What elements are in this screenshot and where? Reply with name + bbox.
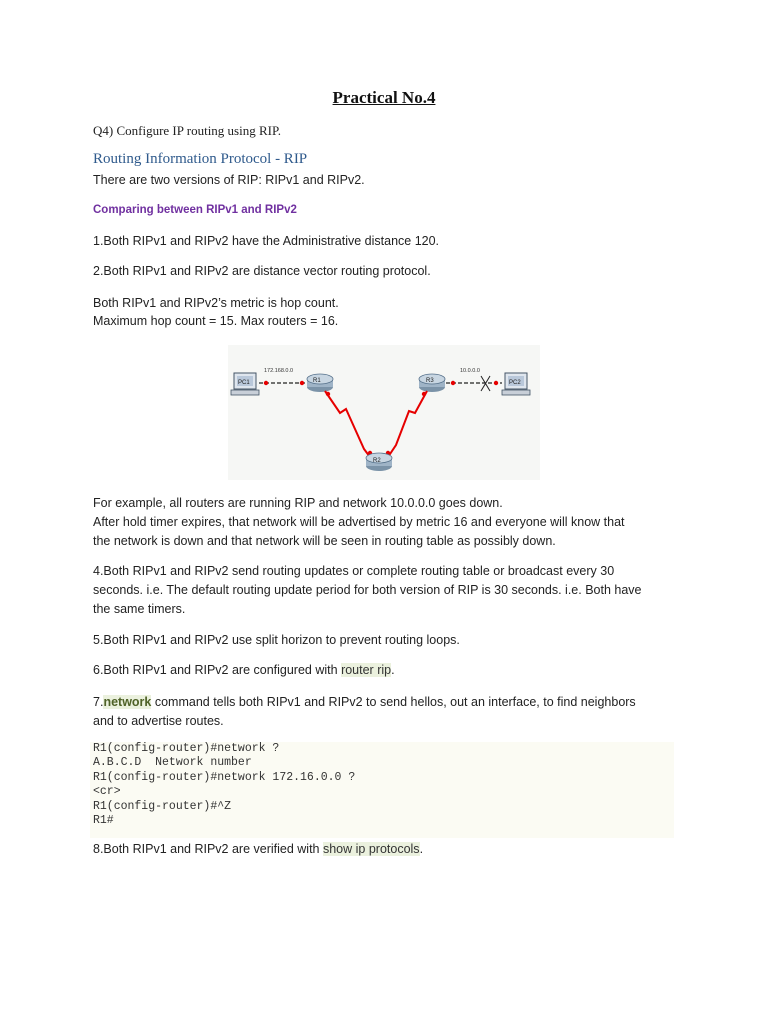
example-line-1: For example, all routers are running RIP and network 10.0.0.0 goes down. [93,496,503,510]
link-endpoint [422,392,426,396]
point-8 [93,840,683,859]
code-line: R1# [93,813,114,827]
page-title: Practical No.4 [332,88,436,107]
command-network: network [103,695,152,709]
metric-line-1: Both RIPv1 and RIPv2’s metric is hop count. [93,296,339,310]
network-label-left: 172.168.0.0 [264,368,294,374]
network-diagram [228,345,540,480]
point-4-line-1: 4.Both RIPv1 and RIPv2 send routing updates or complete routing table or broadcast every 30 [93,564,615,578]
code-block [90,742,674,838]
point-5: 5.Both RIPv1 and RIPv2 use split horizon to prevent routing loops. [93,633,460,647]
point-7-line-1 [93,693,683,712]
point-8-prefix: 8.Both RIPv1 and RIPv2 are verified with [93,842,323,856]
code-line: R1(config-router)#network ? [93,742,280,755]
router-r3-label: R3 [426,378,434,384]
link-endpoint [494,381,498,385]
metric-line-2: Maximum hop count = 15. Max routers = 16. [93,314,339,328]
intro-text: There are two versions of RIP: RIPv1 and RIPv2. [93,173,365,187]
compare-heading: Comparing between RIPv1 and RIPv2 [93,204,297,216]
pc2-label: PC2 [509,380,521,386]
code-line: <cr> [93,785,121,799]
router-r1-label: R1 [313,378,321,384]
point-7-rest: command tells both RIPv1 and RIPv2 to send hellos, out an interface, to find neighbors [151,695,636,709]
link-endpoint [300,381,304,385]
point-6-prefix: 6.Both RIPv1 and RIPv2 are configured with [93,663,342,677]
pc1-label: PC1 [238,380,250,386]
serial-link-r1-r2 [325,391,370,457]
example-line-2: After hold timer expires, that network will be advertised by metric 16 and everyone will know that [93,515,625,529]
link-endpoint [326,392,330,396]
command-router-rip: router rip [341,663,392,677]
code-line: R1(config-router)#network 172.16.0.0 ? [93,770,356,784]
point-4-line-3: the same timers. [93,602,186,616]
command-show-ip-protocols: show ip protocols [322,842,420,856]
question-text: Q4) Configure IP routing using RIP. [93,123,282,138]
network-label-right: 10.0.0.0 [460,368,480,374]
point-7-line-2: and to advertise routes. [93,714,224,728]
link-endpoint [264,381,268,385]
point-1: 1.Both RIPv1 and RIPv2 have the Administrative distance 120. [93,234,440,248]
point-8-suffix: . [419,842,424,856]
point-4-line-2: seconds. i.e. The default routing update period for both version of RIP is 30 seconds. i.e. Both have [93,583,642,597]
link-endpoint [451,381,455,385]
serial-link-r3-r2 [388,391,427,457]
section-subheading: Routing Information Protocol - RIP [93,151,308,167]
router-r2-label: R2 [373,458,381,464]
point-6 [93,661,683,680]
point-6-suffix: . [391,663,395,677]
example-line-3: the network is down and that network will be seen in routing table as possibly down. [93,534,556,548]
code-line: A.B.C.D Network number [93,756,252,770]
point-2: 2.Both RIPv1 and RIPv2 are distance vector routing protocol. [93,264,431,278]
code-line: R1(config-router)#^Z [93,799,232,813]
point-7-prefix: 7. [93,695,104,709]
network-diagram-svg [228,345,540,480]
